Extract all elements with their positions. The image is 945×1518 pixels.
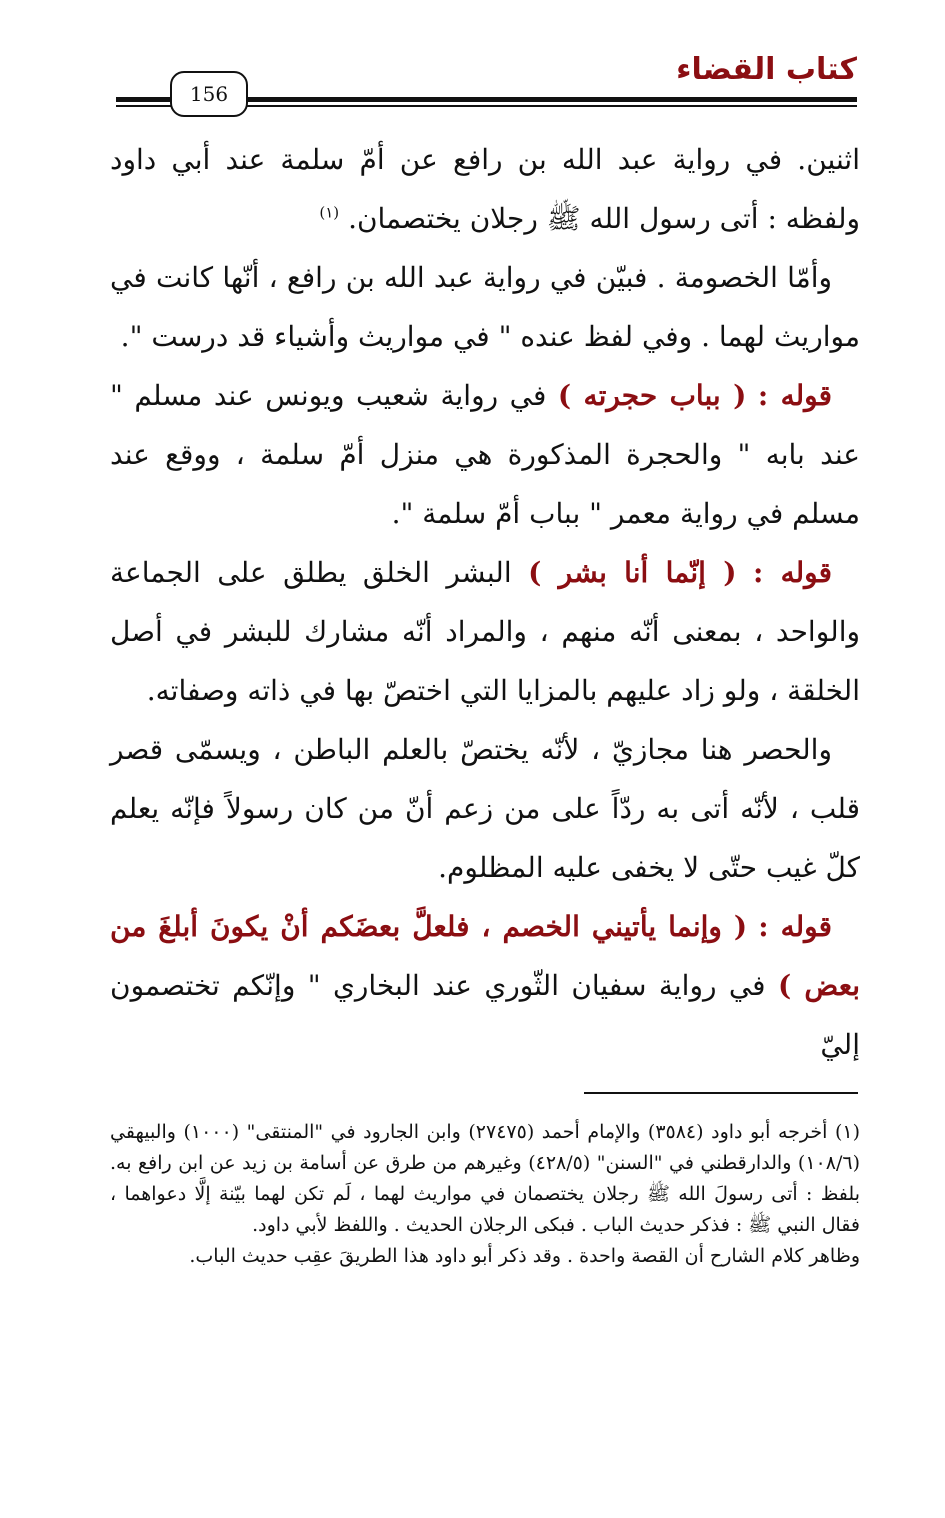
paragraph-text: البشر الخلق يطلق على الجماعة والواحد ، بمعنى أنّه منهم ، والمراد أنّه مشارك للبشر في أصل الخلقة ، ولو زاد عليهم بالمزايا التي اختصّ بها في ذاته وصفاته. — [110, 556, 860, 707]
qawluhu-label: قوله : — [758, 910, 832, 943]
qawluhu-label: قوله : — [752, 556, 832, 589]
paragraph — [110, 897, 860, 1074]
page-number-badge — [170, 71, 248, 117]
qawluhu-label: قوله : — [757, 379, 833, 412]
page-header — [0, 0, 945, 130]
paragraph-text: والحصر هنا مجازيّ ، لأنّه يختصّ بالعلم الباطن ، ويسمّى قصر قلب ، لأنّه أتى به ردّاً على من زعم أنّ من كان رسولاً فإنّه يعلم كلّ غيب حتّى لا يخفى عليه المظلوم. — [110, 733, 860, 884]
hadith-quote: ( إنّما أنا بشر ) — [528, 556, 737, 589]
hadith-quote: ( بباب حجرته ) — [557, 379, 747, 412]
main-text — [110, 130, 860, 1074]
paragraph — [110, 248, 860, 366]
paragraph-text: اثنين. في رواية عبد الله بن رافع عن أمّ سلمة عند أبي داود ولفظه : أتى رسول الله ﷺ رجلان يختصمان. — [110, 143, 860, 235]
footnote-separator — [584, 1092, 858, 1094]
footnote: (١) أخرجه أبو داود (٣٥٨٤) والإمام أحمد (٢٧٤٧٥) وابن الجارود في "المنتقى" (١٠٠٠) والبيهقي (١٠٨/٦) والدارقطني في "السنن" (٤٢٨/٥) وغيرهم من طرق عن أسامة بن زيد عن ابن رافع به. بلفظ : أتى رسولَ الله ﷺ رجلان يختصمان في مواريث لهما ، لَم تكن لهما بيّنة إلَّا دعواهما ، فقال النبي ﷺ : فذكر حديث الباب . فبكى الرجلان الحديث . واللفظ لأبي داود. — [110, 1121, 861, 1236]
paragraph-text: وأمّا الخصومة . فبيّن في رواية عبد الله بن رافع ، أنّها كانت في مواريث لهما . وفي لفظ عنده " في مواريث وأشياء قد درست ". — [110, 261, 860, 353]
hadith-quote: ( وإنما يأتيني الخصم ، فلعلَّ بعضَكم أنْ يكونَ أبلغَ من بعض ) — [110, 910, 860, 1002]
paragraph-text: في رواية سفيان الثّوري عند البخاري " وإنّكم تختصمون إليّ — [110, 969, 860, 1061]
paragraph — [110, 366, 860, 543]
paragraph-text: في رواية شعيب ويونس عند مسلم " عند بابه " والحجرة المذكورة هي منزل أمّ سلمة ، ووقع عند مسلم في رواية معمر " بباب أمّ سلمة ". — [110, 379, 860, 530]
footnote: وظاهر كلام الشارح أن القصة واحدة . وقد ذكر أبو داود هذا الطريقَ عقِب حديث الباب. — [189, 1245, 860, 1267]
book-title: كتاب القضاء — [676, 52, 857, 87]
paragraph — [110, 130, 860, 248]
footnote-ref[interactable]: (١) — [319, 203, 340, 222]
footnotes — [110, 1117, 860, 1272]
page-number: 156 — [189, 82, 229, 106]
paragraph — [110, 543, 860, 720]
paragraph — [110, 720, 860, 897]
